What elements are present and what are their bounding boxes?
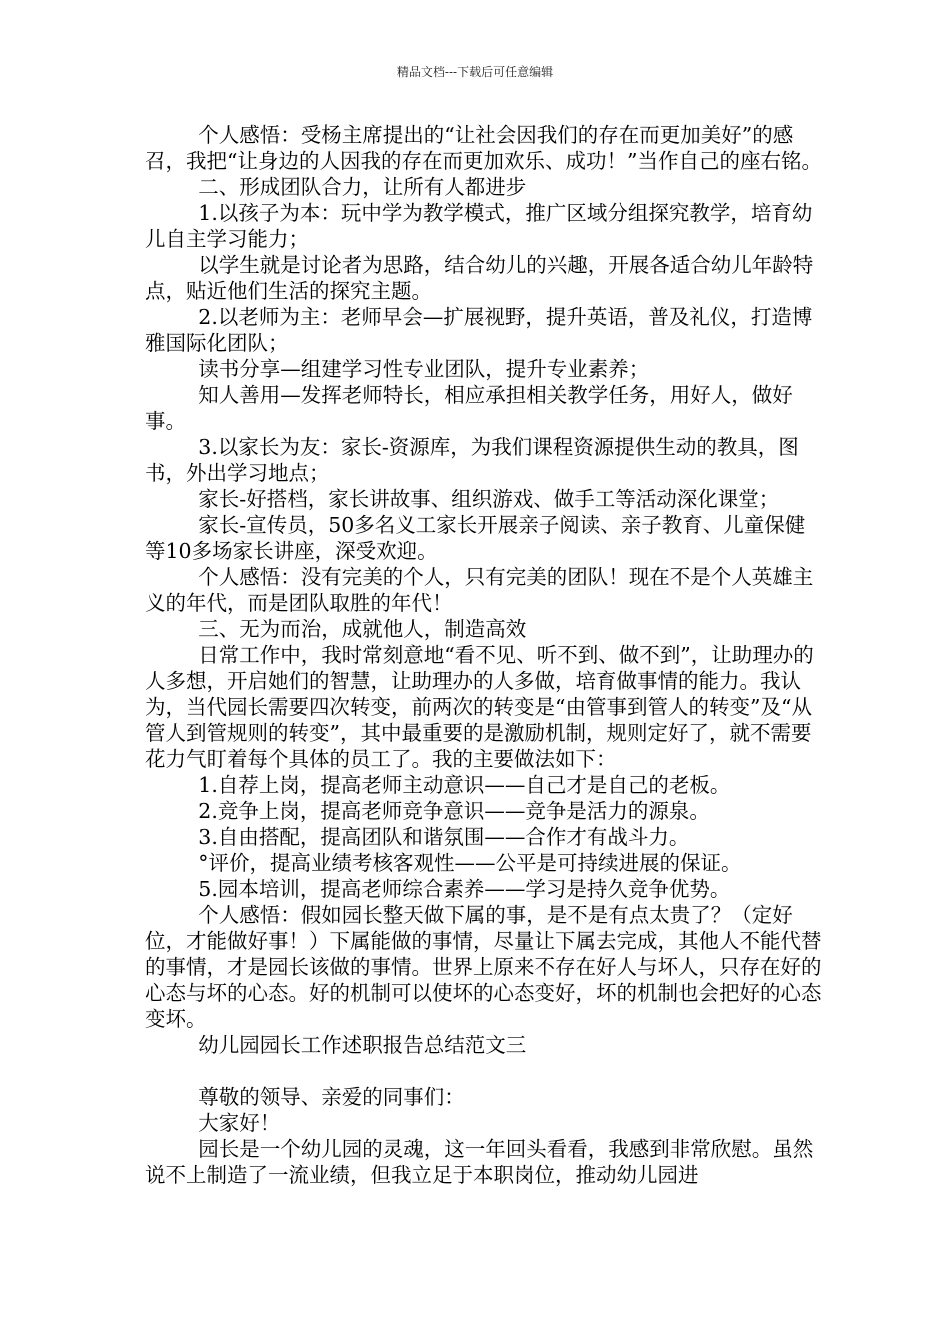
greeting: 大家好！ [198,1111,281,1135]
list-item-4: °评价，提高业绩考核客观性——公平是可持续进展的保证。 [198,851,742,875]
blank-line [145,1058,823,1084]
paragraph-1: 个人感悟：受杨主席提出的“让社会因我们的存在而更加美好”的感召，我把“让身边的人因我的存在而更加欢乐、成功！”当作自己的座右铭。 [145,123,822,173]
list-item-5: 5.园本培训，提高老师综合素养——学习是持久竞争优势。 [198,877,731,901]
list-item-3: 3.自由搭配，提高团队和谐氛围——合作才有战斗力。 [198,825,690,849]
paragraph-8: 3.以家长为友：家长-资源库，为我们课程资源提供生动的教具，图书，外出学习地点； [145,435,799,485]
paragraph-9: 家长-好搭档，家长讲故事、组织游戏、做手工等活动深化课堂； [198,487,780,511]
paragraph-19: 个人感悟：假如园长整天做下属的事，是不是有点太贵了？（定好位，才能做好事！）下属能做的事情，尽量让下属去完成，其他人不能代替的事情，才是园长该做的事情。世界上原来不存在好人与坏人，只存在好的心态与坏的心态。好的机制可以使坏的心态变好，坏的机制也会把好的心态变坏。 [145,903,822,1031]
paragraph-24: 园长是一个幼儿园的灵魂，这一年回头看看，我感到非常欣慰。虽然说不上制造了一流业绩，但我立足于本职岗位，推动幼儿园进 [145,1137,814,1187]
paragraph-7: 知人善用—发挥老师特长，相应承担相关教学任务，用好人，做好事。 [145,383,793,433]
list-item-1: 1.自荐上岗，提高老师主动意识——自己才是自己的老板。 [198,773,731,797]
paragraph-11: 个人感悟：没有完美的个人，只有完美的团队！现在不是个人英雄主义的年代，而是团队取胜的年代！ [145,565,814,615]
list-item-2: 2.竞争上岗，提高老师竞争意识——竞争是活力的源泉。 [198,799,710,823]
document-subtitle: 幼儿园园长工作述职报告总结范文三 [198,1033,527,1057]
page-header: 精品文档---下载后可任意编辑 [396,65,554,79]
paragraph-13: 日常工作中，我时常刻意地“看不见、听不到、做不到”，让助理办的人多想，开启她们的智慧，让助理办的人多做，培育做事情的能力。我认为，当代园长需要四次转变，前两次的转变是“由管事到管人的转变”及“从管人到管规则的转变”，其中最重要的是激励机制，规则定好了，就不需要花力气盯着每个具体的员工了。我的主要做法如下： [145,643,814,771]
paragraph-10: 家长-宣传员，50多名义工家长开展亲子阅读、亲子教育、儿童保健等10多场家长讲座，深受欢迎。 [145,513,806,563]
salutation: 尊敬的领导、亲爱的同事们： [198,1085,465,1109]
paragraph-6: 读书分享—组建学习性专业团队，提升专业素养； [198,357,650,381]
paragraph-3: 1.以孩子为本：玩中学为教学模式，推广区域分组探究教学，培育幼儿自主学习能力； [145,201,813,251]
paragraph-4: 以学生就是讨论者为思路，结合幼儿的兴趣，开展各适合幼儿年龄特点，贴近他们生活的探究主题。 [145,253,814,303]
paragraph-5: 2.以老师为主：老师早会—扩展视野，提升英语，普及礼仪，打造博雅国际化团队； [145,305,813,355]
section-heading-3: 三、无为而治，成就他人，制造高效 [198,617,527,641]
section-heading-2: 二、形成团队合力，让所有人都进步 [198,175,527,199]
document-body [145,122,823,1188]
